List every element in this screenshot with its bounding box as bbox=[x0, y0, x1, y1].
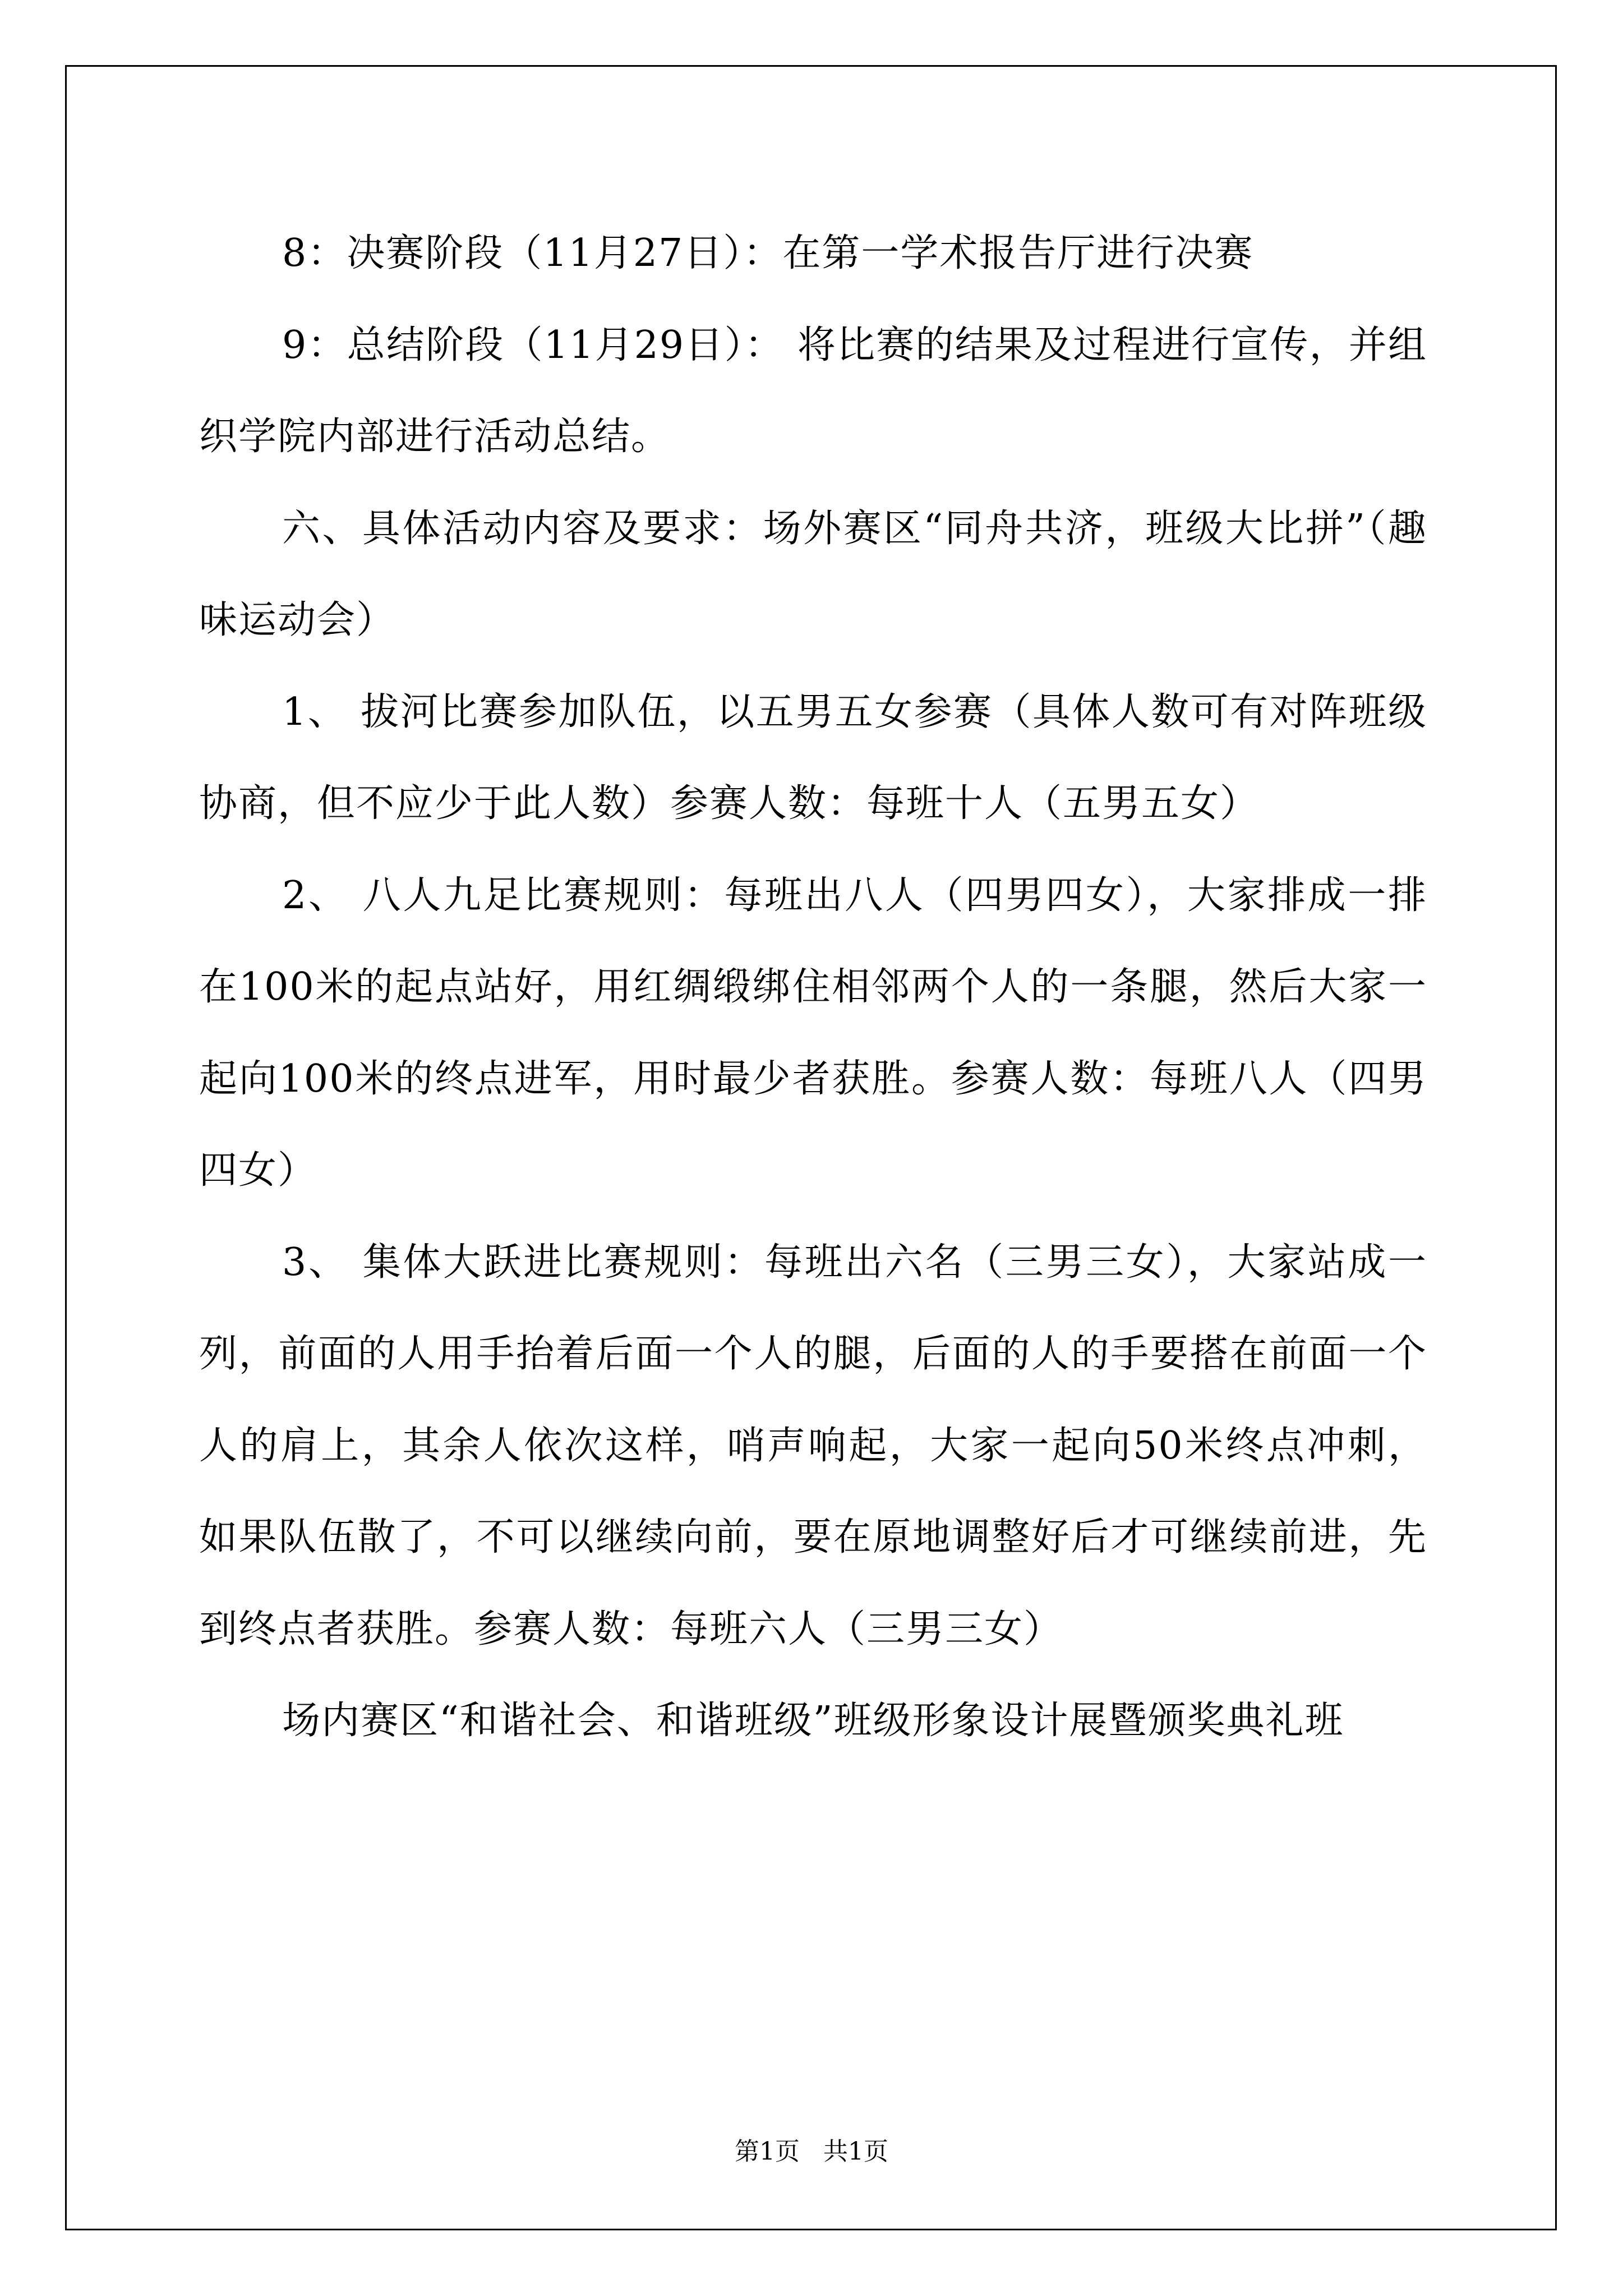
page-number: 第1页 bbox=[735, 2137, 800, 2166]
paragraph-section-six: 六、具体活动内容及要求：场外赛区“同舟共济，班级大比拼”（趣味运动会） bbox=[199, 506, 1427, 642]
document-body bbox=[199, 208, 1427, 1767]
page-footer bbox=[0, 2136, 1623, 2168]
paragraph-summary-stage: 9：总结阶段（11月29日）： 将比赛的结果及过程进行宣传，并组织学院内部进行活动总结。 bbox=[199, 323, 1427, 459]
paragraph-eight-people-nine-legs: 2、 八人九足比赛规则：每班出八人（四男四女），大家排成一排在100米的起点站好，用红绸缎绑住相邻两个人的一条腿，然后大家一起向100米的终点进军，用时最少者获胜。参赛人数：每班八人（四男四女） bbox=[199, 873, 1427, 1193]
paragraph-final-stage: 8：决赛阶段（11月27日）：在第一学术报告厅进行决赛 bbox=[282, 231, 1254, 275]
paragraph-indoor-zone: 场内赛区“和谐社会、和谐班级”班级形象设计展暨颁奖典礼班 bbox=[282, 1699, 1344, 1743]
paragraph-tug-of-war: 1、 拔河比赛参加队伍，以五男五女参赛（具体人数可有对阵班级协商，但不应少于此人数）参赛人数：每班十人（五男五女） bbox=[199, 689, 1427, 826]
paragraph-group-leap: 3、 集体大跃进比赛规则：每班出六名（三男三女），大家站成一列，前面的人用手抬着后面一个人的腿，后面的人的手要搭在前面一个人的肩上，其余人依次这样，哨声响起，大家一起向50米终点冲刺，如果队伍散了，不可以继续向前，要在原地调整好后才可继续前进，先到终点者获胜。参赛人数：每班六人（三男三女） bbox=[199, 1240, 1427, 1651]
page-total: 共1页 bbox=[823, 2137, 888, 2166]
